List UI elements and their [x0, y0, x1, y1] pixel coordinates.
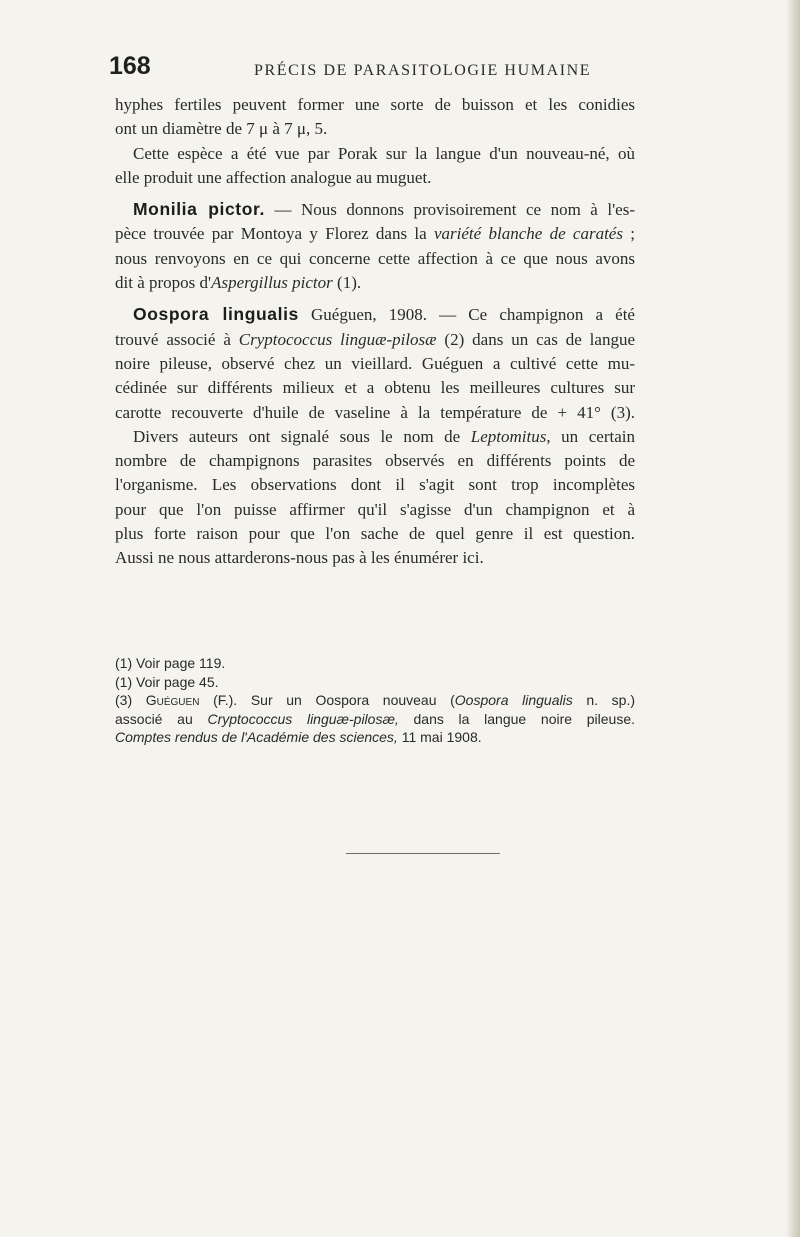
end-rule	[346, 853, 500, 854]
text-run: (F.). Sur un Oospora nouveau (	[199, 692, 455, 708]
text-run: ;	[622, 224, 636, 244]
text-run: trouvé associé à	[115, 329, 239, 349]
text-run: Guéguen, 1908. — Ce champignon a été	[298, 305, 635, 325]
text-line: pour que l'on puisse affirmer qu'il s'agisse d'un champignon et à	[115, 499, 635, 519]
text-line	[115, 425, 635, 449]
text-line: elle produit une affection analogue au muguet.	[115, 167, 432, 187]
text-line: noire pileuse, observé chez un vieillard. Guéguen a cultivé cette mu-	[115, 353, 635, 373]
text-line: nombre de champignons parasites observés en différents points de	[115, 451, 635, 471]
text-line: hyphes fertiles peuvent former une sorte de buisson et les conidies	[115, 95, 635, 114]
italic-run: Cryptococcus linguæ-pilosæ,	[207, 710, 399, 727]
footnote-2: (1) Voir page 45.	[115, 673, 219, 690]
text-line: plus forte raison pour que l'on sache de quel genre il est question.	[115, 524, 635, 544]
text-line	[115, 222, 635, 246]
footnote-3	[115, 691, 635, 710]
text-line	[115, 328, 635, 352]
page-number: 168	[109, 52, 151, 80]
footnote-3-cont	[115, 728, 635, 747]
text-run: (2) dans un cas de langue	[436, 329, 635, 349]
italic-run: Cryptococcus linguæ-pilosæ	[238, 329, 437, 349]
text-line: ont un diamètre de 7 μ à 7 μ, 5.	[115, 119, 328, 139]
text-line: Cette espèce a été vue par Porak sur la langue d'un nouveau-né, où	[133, 143, 635, 163]
footnotes	[115, 654, 635, 747]
text-line: Aussi ne nous attarderons-nous pas à les énumérer ici.	[115, 548, 484, 568]
italic-run: variété blanche de caratés	[433, 224, 623, 244]
footnote-3-cont	[115, 710, 635, 729]
text-run: dit à propos d'	[115, 273, 212, 293]
paragraph-porak	[115, 142, 635, 191]
text-run: n. sp.)	[572, 692, 636, 708]
paragraph-hyphes	[115, 93, 635, 142]
species-heading-oospora-lingualis: Oospora lingualis	[133, 304, 299, 325]
italic-run: Comptes rendus de l'Académie des sciences,	[115, 729, 398, 745]
italic-run: Aspergillus pictor	[211, 273, 333, 293]
text-run: Divers auteurs ont signalé sous le nom de	[133, 426, 471, 446]
text-line	[115, 271, 635, 295]
paragraph-leptomitus	[115, 425, 635, 571]
text-run: 11 mai 1908.	[397, 729, 482, 745]
text-line: cédinée sur différents milieux et a obtenu les meilleures cultures sur	[115, 378, 635, 398]
text-run: dans la langue noire pileuse.	[398, 710, 635, 727]
italic-run: Leptomitus	[470, 426, 547, 446]
text-line	[115, 197, 635, 222]
paragraph-oospora-lingualis	[115, 302, 635, 424]
text-run: pèce trouvée par Montoya y Florez dans la	[115, 224, 434, 244]
page-edge-shadow	[786, 0, 800, 1237]
text-run: (1).	[332, 273, 362, 293]
text-run: , un certain	[546, 426, 635, 446]
text-run: — Nous donnons provisoirement ce nom à l'es-	[264, 200, 635, 220]
text-line: carotte recouverte d'huile de vaseline à la température de + 41° (3).	[115, 402, 635, 422]
body-text	[115, 93, 635, 571]
text-run: associé au	[115, 710, 208, 727]
species-heading-monilia-pictor: Monilia pictor.	[133, 199, 265, 220]
text-run: (3)	[115, 692, 146, 708]
text-line	[115, 302, 635, 327]
italic-run: Oospora lingualis	[454, 692, 573, 708]
footnote-1: (1) Voir page 119.	[115, 655, 226, 671]
text-line: l'organisme. Les observations dont il s'agit sont trop incomplètes	[115, 475, 635, 495]
text-line: nous renvoyons en ce qui concerne cette affection à ce que nous avons	[115, 248, 635, 268]
paragraph-monilia-pictor	[115, 197, 635, 295]
running-title: PRÉCIS DE PARASITOLOGIE HUMAINE	[254, 62, 592, 79]
author-name: Guéguen	[145, 692, 200, 708]
